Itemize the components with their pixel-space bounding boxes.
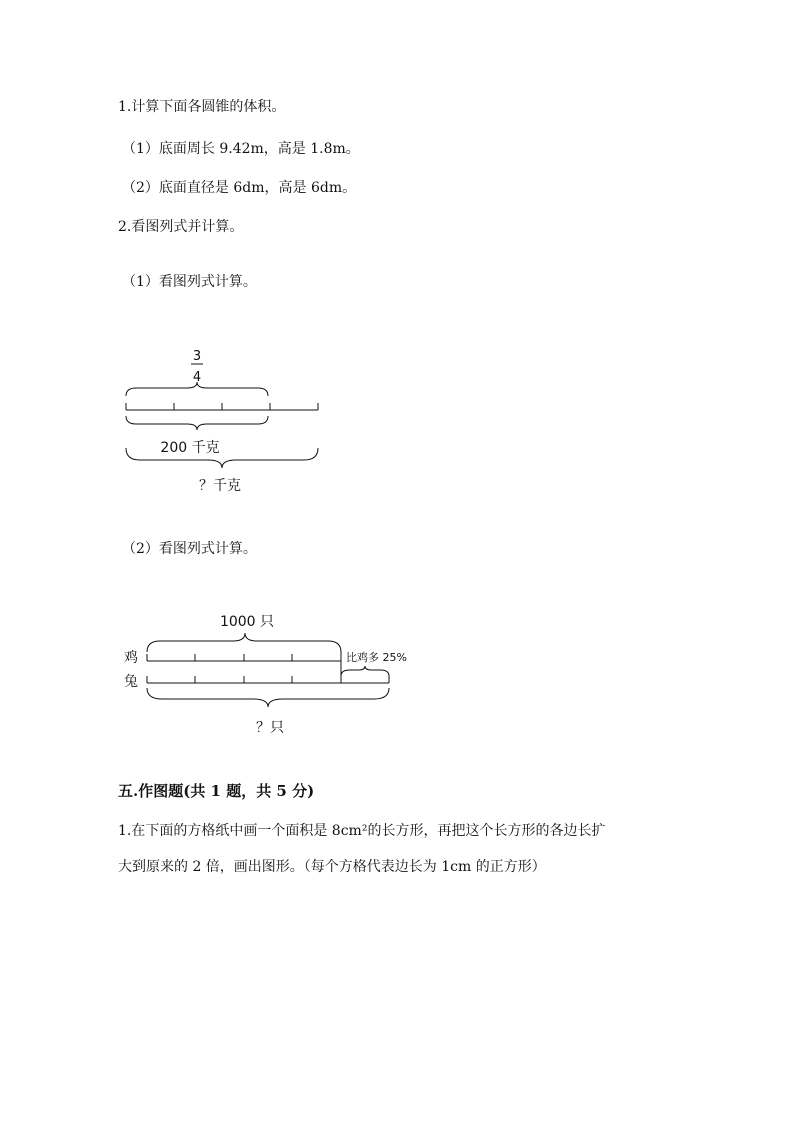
rabbit-unknown-label: ？只 [256,720,284,736]
rabbit-label: 兔 [124,674,138,690]
chicken-total-label: 1000 只 [219,614,275,630]
q2-part2-label: （2）看图列式计算。 [122,541,257,557]
chicken-total-brace [147,633,341,652]
section5-q1-line1: 1.在下面的方格纸中画一个面积是 8cm²的长方形，再把这个长方形的各边长扩 [118,823,606,839]
fraction-denominator: 4 [192,370,202,385]
unknown-label: ？千克 [199,478,241,494]
q2-title: 2.看图列式并计算。 [118,219,244,235]
fraction-numerator: 3 [192,349,202,364]
extra-brace [341,666,389,676]
segment-diagram-2 [124,614,407,736]
q1-title: 1.计算下面各圆锥的体积。 [118,99,286,115]
chicken-label: 鸡 [124,650,138,666]
q1-item-2: （2）底面直径是 6dm，高是 6dm。 [122,180,357,196]
total-brace [126,448,318,468]
section5-q1-line2: 大到原来的 2 倍，画出图形。（每个方格代表边长为 1cm 的正方形） [118,859,546,875]
rabbit-total-brace [147,688,389,707]
q2-part1-label: （1）看图列式计算。 [122,274,257,290]
more-note: 比鸡多 25% [346,651,407,664]
known-brace [126,416,268,430]
section5-title: 五.作图题(共 1 题，共 5 分) [118,782,315,800]
known-label: 200 千克 [160,440,220,456]
segment-diagram-1 [126,349,318,494]
q1-item-1: （1）底面周长 9.42m，高是 1.8m。 [122,141,360,157]
top-brace [126,382,268,396]
